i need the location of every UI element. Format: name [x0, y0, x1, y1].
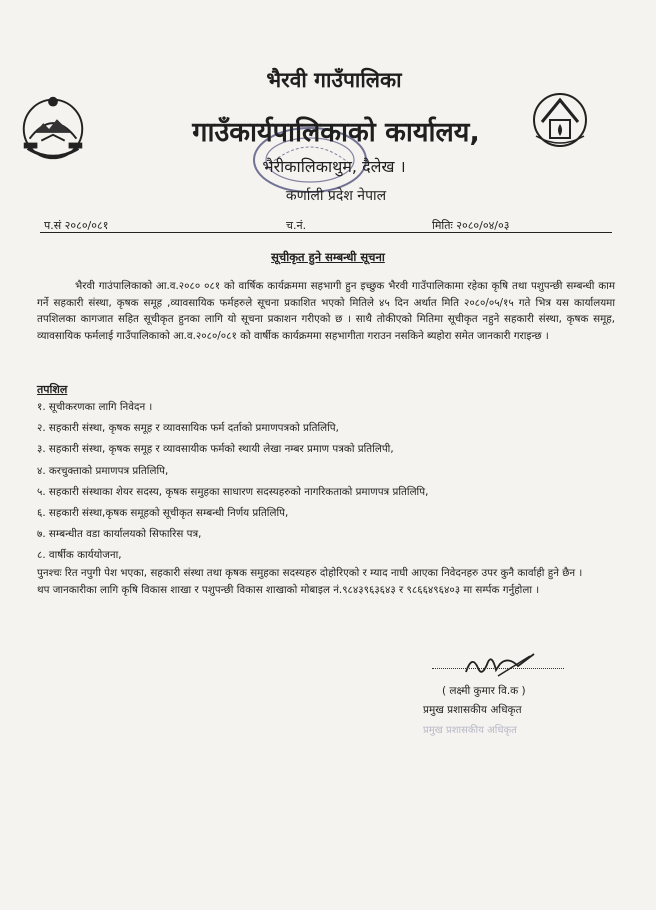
office-name: गाउँकार्यपालिकाको कार्यालय, [192, 117, 480, 148]
list-item: ३. सहकारी संस्था, कृषक समूह र व्यावसायीक फर्मको स्थायी लेखा नम्बर प्रमाण पत्रको प्रतिलिपी, [37, 443, 394, 456]
notice-footer [37, 565, 615, 598]
list-item: ६. सहकारी संस्था,कृषक समूहको सूचीकृत सम्बन्धी निर्णय प्रतिलिपि, [37, 506, 289, 519]
list-item: ४. करचुक्ताको प्रमाणपत्र प्रतिलिपि, [37, 464, 169, 477]
signature-line [432, 668, 564, 669]
list-item: १. सूचीकरणका लागि निवेदन । [37, 401, 153, 413]
letter-date: मितिः २०८०/०४/०३ [432, 219, 510, 232]
list-item: ५. सहकारी संस्थाका शेयर सदस्य, कृषक समुहका साधारण सदस्यहरुको नागरिकताको प्रमाणपत्र प्रतिलिपि, [37, 485, 429, 498]
postscript-note: पुनश्चः रित नपुगी पेश भएका, सहकारी संस्था तथा कृषक समुहका सदस्यहरु दोहोरिएको र म्याद नाघी आएका निवेदनहरु उपर कुनै कार्वाही हुने छैन । [37, 567, 583, 579]
letter-reference-number: प.सं २०८०/०८१ [44, 219, 109, 232]
list-item: ८. वार्षीक कार्ययोजना, [37, 549, 122, 562]
notice-subject: सूचीकृत हुने सम्बन्धी सूचना [271, 250, 385, 264]
municipality-name: भैरवी गाउँपालिका [266, 68, 402, 92]
list-item: ७. सम्बन्धीत वडा कार्यालयको सिफारिस पत्र, [37, 528, 202, 541]
notice-body-text: भैरवी गाउंपालिकाको आ.व.२०८० ०८१ को वार्षिक कार्यक्रममा सहभागी हुन इच्छुक भैरवी गाउँपालिकामा रहेका कृषि तथा पशुपन्छी सम्बन्धी काम गर्ने सहकारी संस्था, कृषक समूह ,व्यावसायिक फर्महरुले सूचना प्रकाशित भएको मितिले ४५ दिन अर्थात मिति २०८०/०५/१५ गते भित्र यस कार्यालयमा तपशिलका कागजात सहित सूचीकृत हुनका लागि यो सूचना प्रकाशन गरीएको छ । साथै तोकीएको मितिमा सूचीकृत नहुने सहकारी संस्था, कृषक समूह, व्यावसायिक फर्मलाई गाउँपालिकाको आ.व.२०८०/०८१ को वार्षीक कार्यक्रममा सहभागीता गराउन नसकिने ब्यहोरा समेत जानकारी गराइन्छ । [37, 280, 615, 342]
dispatch-number: च.नं. [286, 219, 307, 232]
signatory-title: प्रमुख प्रशासकीय अधिकृत [423, 704, 522, 716]
details-heading: तपशिल [37, 383, 68, 396]
signatory-title-stamp: प्रमुख प्रशासकीय अधिकृत [423, 725, 517, 736]
office-location: भैरीकालिकाथुम, दैलेख । [262, 157, 406, 176]
notice-body [37, 278, 615, 344]
province-name: कर्णाली प्रदेश नेपाल [285, 188, 387, 204]
reference-divider [40, 232, 612, 233]
signatory-name: ( लक्ष्मी कुमार वि.क ) [442, 685, 526, 697]
required-documents-list [37, 397, 617, 567]
contact-note: थप जानकारीका लागि कृषि विकास शाखा र पशुपन्छी विकास शाखाको मोबाइल नं.९८४३९६३६४३ र ९८६६४९६४०३ मा सर्म्पक गर्नुहोला । [37, 583, 540, 596]
list-item: २. सहकारी संस्था, कृषक समूह र व्यावसायिक फर्म दर्ताको प्रमाणपत्रको प्रतिलिपि, [37, 422, 339, 435]
